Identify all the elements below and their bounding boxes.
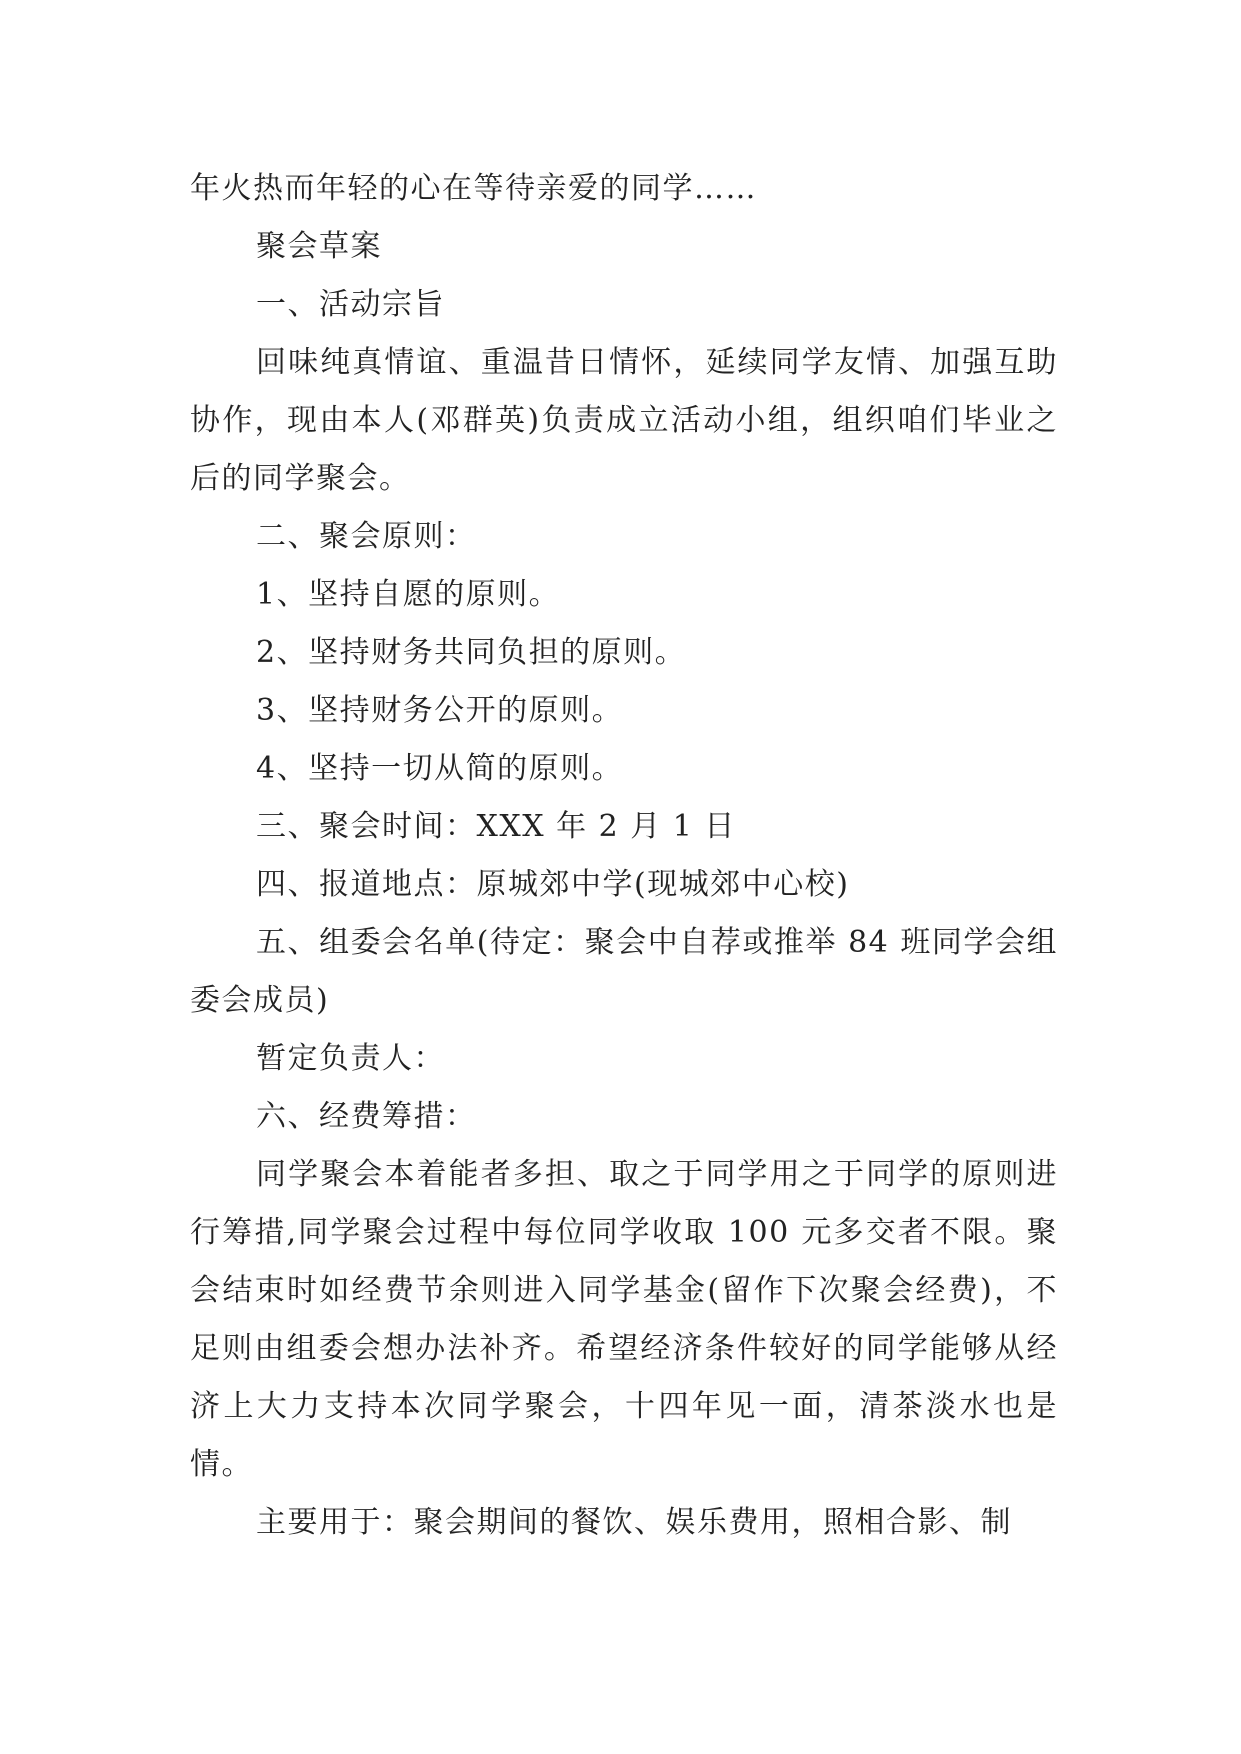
principle-item-2: 2、坚持财务共同负担的原则。: [256, 635, 687, 670]
section-committee: 五、组委会名单(待定：聚会中自荐或推举 84 班同学会组委会成员): [190, 925, 1058, 1018]
section-heading-principles: 二、聚会原则：: [256, 519, 477, 554]
paragraph-continuation: 年火热而年轻的心在等待亲爱的同学……: [190, 171, 757, 206]
paragraph-purpose: 回味纯真情谊、重温昔日情怀，延续同学友情、加强互助协作，现由本人(邓群英)负责成立活动小组，组织咱们毕业之后的同学聚会。: [190, 345, 1058, 496]
paragraph-funding: 同学聚会本着能者多担、取之于同学用之于同学的原则进行筹措,同学聚会过程中每位同学收取 100 元多交者不限。聚会结束时如经费节余则进入同学基金(留作下次聚会经费)，不足则由组委会想办法补齐。希望经济条件较好的同学能够从经济上大力支持本次同学聚会，十四年见一面，清茶淡水也是情。: [190, 1157, 1058, 1482]
section-heading-purpose: 一、活动宗旨: [256, 287, 445, 322]
section-funding: 六、经费筹措：: [256, 1099, 477, 1134]
paragraph-usage: 主要用于：聚会期间的餐饮、娱乐费用，照相合影、制: [256, 1505, 1012, 1540]
heading-draft: 聚会草案: [256, 229, 382, 264]
section-location: 四、报道地点：原城郊中学(现城郊中心校): [256, 867, 850, 902]
principle-item-1: 1、坚持自愿的原则。: [256, 577, 561, 612]
temporary-leader: 暂定负责人：: [256, 1041, 445, 1076]
principle-item-3: 3、坚持财务公开的原则。: [256, 693, 624, 728]
section-time: 三、聚会时间：XXX 年 2 月 1 日: [256, 809, 736, 844]
principle-item-4: 4、坚持一切从简的原则。: [256, 751, 624, 786]
document-body: [190, 160, 1058, 1552]
